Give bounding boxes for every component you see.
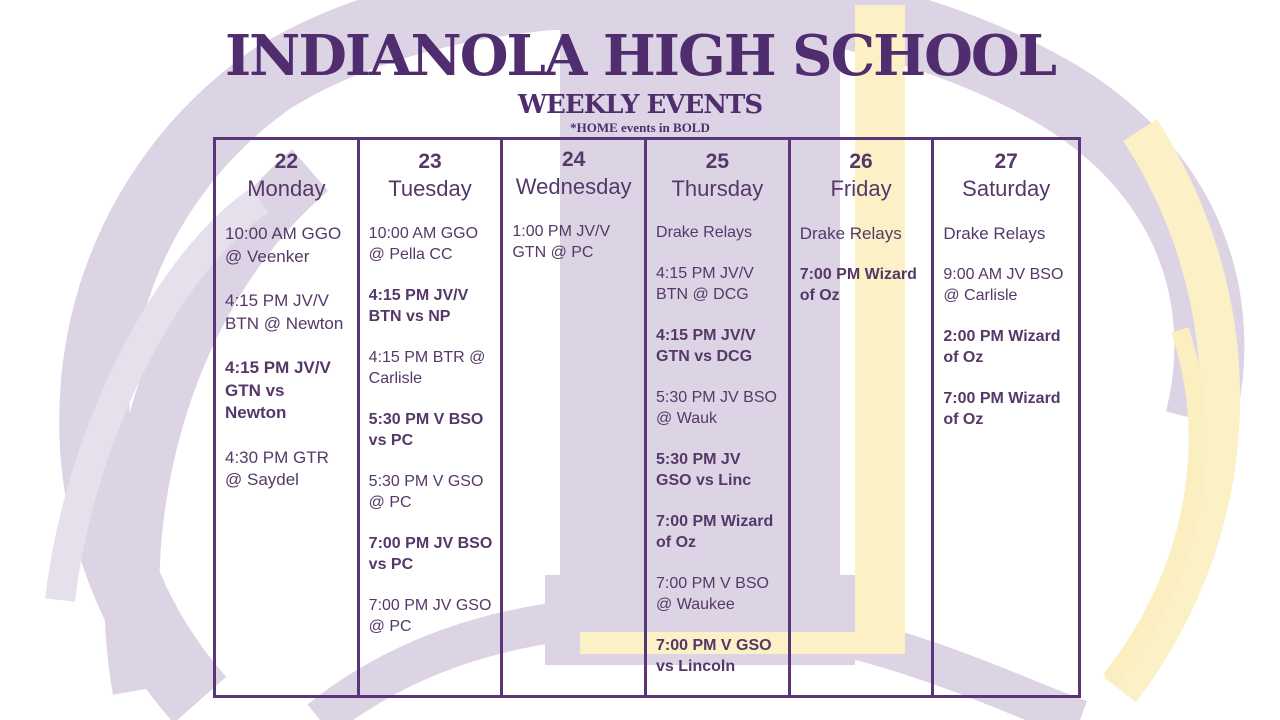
event-item-home: 7:00 PM Wizard of Oz [656,513,774,551]
event-item-home: 7:00 PM JV BSO vs PC [368,535,493,573]
page-title: INDIANOLA HIGH SCHOOL [224,23,1056,89]
day-name: Monday [247,176,326,201]
event-item: Drake Relays [943,224,1046,243]
event-list [360,203,501,637]
day-name: Friday [830,176,892,201]
weekly-calendar [213,137,1081,698]
day-column-tuesday [360,140,504,695]
day-header [934,140,1078,203]
day-number: 24 [562,148,586,171]
day-header [791,140,932,203]
day-column-friday [791,140,935,695]
event-list [791,203,932,306]
event-item: 5:30 PM JV BSO @ Wauk [656,389,777,427]
day-name: Tuesday [388,176,472,201]
day-column-saturday [934,140,1078,695]
day-number: 26 [849,150,873,173]
event-item: 4:30 PM GTR @ Saydel [225,447,329,489]
event-item-home: 2:00 PM Wizard of Oz [943,328,1061,366]
event-item-home: 7:00 PM Wizard of Oz [799,266,917,304]
day-name: Thursday [671,176,764,201]
event-list [216,203,357,492]
event-list [934,203,1078,430]
event-item: 9:00 AM JV BSO @ Carlisle [943,266,1064,304]
day-number: 27 [994,150,1018,173]
day-number: 25 [705,150,730,173]
event-item: 4:15 PM BTR @ Carlisle [368,349,486,387]
event-item: 7:00 PM JV GSO @ PC [368,597,492,635]
event-item-home: 4:15 PM JV/V GTN vs DCG [656,327,756,365]
page-subtitle: WEEKLY EVENTS [517,90,763,120]
day-header [216,140,357,203]
day-number: 22 [274,150,299,173]
event-list [503,201,644,263]
event-item: 4:15 PM JV/V BTN @ DCG [656,265,754,303]
event-item: 1:00 PM JV/V GTN @ PC [512,223,611,261]
event-item: 4:15 PM JV/V BTN @ Newton [225,291,344,333]
day-name: Wednesday [515,174,632,199]
event-item: 10:00 AM GGO @ Pella CC [368,225,479,263]
event-item-home: 7:00 PM V GSO vs Lincoln [656,637,772,675]
home-events-note: *HOME events in BOLD [570,120,710,135]
day-header [503,140,644,201]
event-list [647,203,788,677]
event-item-home: 4:15 PM JV/V BTN vs NP [368,287,469,325]
day-column-thursday [647,140,791,695]
day-column-wednesday [503,140,647,695]
event-item: Drake Relays [799,224,902,243]
event-item: 5:30 PM V GSO @ PC [368,473,484,511]
day-number: 23 [418,150,442,173]
day-column-monday [216,140,360,695]
event-item-home: 7:00 PM Wizard of Oz [943,390,1061,428]
event-item: Drake Relays [656,224,753,241]
day-header [647,140,788,203]
gold-arc-inner [1110,330,1198,680]
event-item: 7:00 PM V BSO @ Waukee [656,575,769,613]
event-item-home: 4:15 PM JV/V GTN vs Newton [225,358,331,422]
day-header [360,140,501,203]
event-item-home: 5:30 PM JV GSO vs Linc [656,451,752,489]
day-name: Saturday [962,176,1051,201]
event-item: 10:00 AM GGO @ Veenker [225,224,342,266]
event-item-home: 5:30 PM V BSO vs PC [368,411,484,449]
